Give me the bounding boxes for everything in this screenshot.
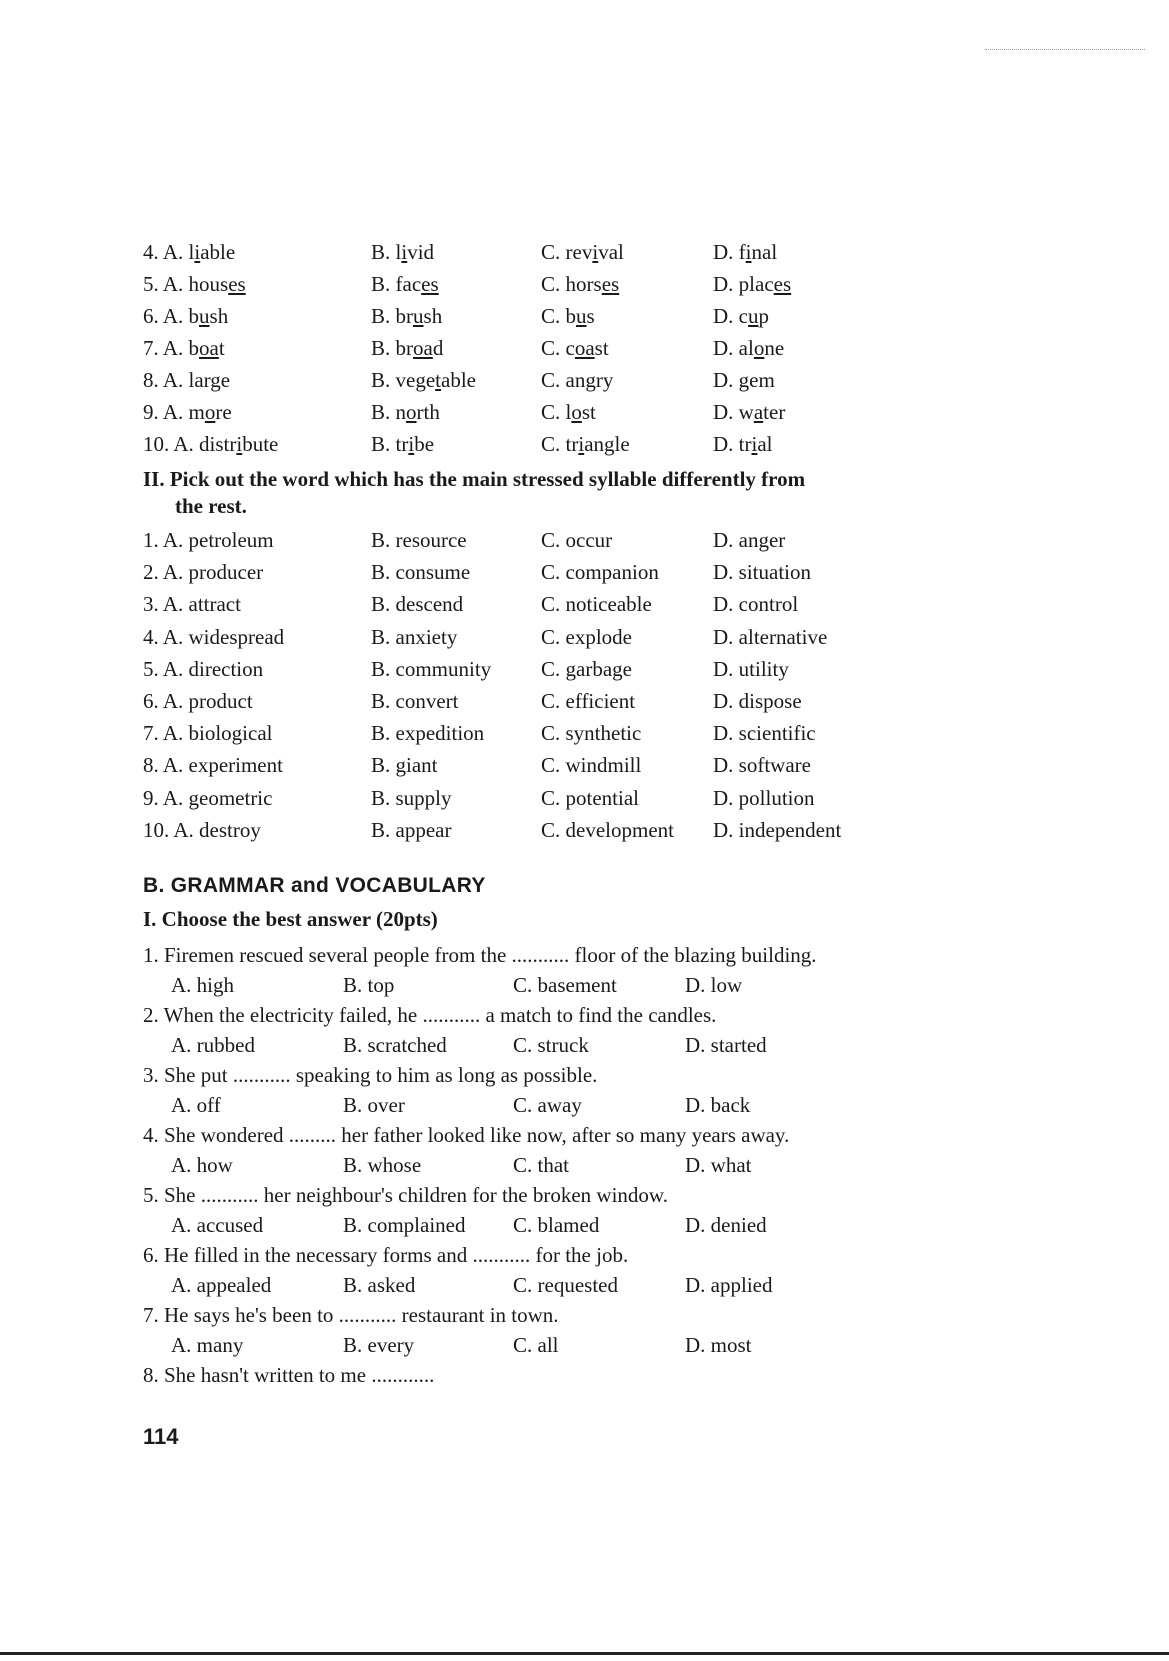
option-prefix: D. — [713, 368, 739, 392]
stress-option-b: B. resource — [371, 528, 467, 552]
underlined-letters: es — [421, 272, 439, 296]
page-number: 114 — [143, 1424, 179, 1449]
option-prefix: A. — [162, 304, 189, 328]
stress-row — [143, 717, 1143, 749]
stress-option-b: B. descend — [371, 592, 464, 617]
option-word-start: tr — [565, 432, 579, 456]
option-d — [713, 428, 773, 460]
stress-row — [143, 685, 1143, 717]
grammar-subtitle: I. Choose the best answer (20pts) — [143, 907, 438, 931]
stress-option-d: D. software — [713, 753, 811, 778]
option-a — [143, 332, 225, 364]
option-word-start: hous — [188, 272, 229, 296]
stress-option-c: C. noticeable — [541, 592, 652, 617]
option-prefix: C. — [541, 432, 566, 456]
option-prefix: D. — [713, 272, 739, 296]
option-d — [713, 300, 769, 332]
option-a — [143, 236, 235, 268]
answer-option: D. denied — [685, 1213, 767, 1237]
option-a — [143, 268, 246, 300]
stress-option-a: 1. A. petroleum — [143, 528, 274, 552]
option-word-start: l — [188, 240, 195, 264]
option-a — [143, 396, 232, 428]
option-c — [541, 364, 613, 396]
option-prefix: C. — [541, 272, 566, 296]
option-row — [143, 428, 1143, 460]
underlined-letters: t — [435, 368, 442, 392]
option-word-end: be — [414, 432, 435, 456]
answer-row — [143, 1150, 1143, 1180]
option-prefix: A. — [162, 400, 189, 424]
option-prefix: C. — [541, 304, 566, 328]
stress-option-d: D. anger — [713, 528, 786, 552]
stress-option-c: C. efficient — [541, 688, 636, 713]
option-row — [143, 396, 1143, 428]
underlined-letters: g — [738, 368, 750, 392]
stress-heading-line2: the rest. — [175, 494, 247, 518]
answer-option: B. top — [343, 973, 395, 997]
stress-row — [143, 814, 1143, 846]
option-word-end: val — [598, 240, 624, 264]
question-number: 4. — [143, 240, 159, 264]
option-a — [143, 300, 228, 332]
underlined-letters: o — [204, 400, 216, 424]
option-word-end: sh — [209, 304, 229, 328]
underlined-letters: i — [401, 240, 408, 264]
underlined-letters: i — [745, 240, 752, 264]
stress-option-b: B. giant — [371, 753, 438, 778]
option-word-end: st — [581, 400, 596, 424]
option-word-end: d — [432, 336, 444, 360]
option-c — [541, 396, 596, 428]
option-b — [371, 396, 440, 428]
option-word-start: rev — [565, 240, 593, 264]
answer-option: B. whose — [343, 1153, 422, 1177]
question-number: 5. — [143, 272, 159, 296]
option-prefix: C. — [541, 368, 566, 392]
option-word-end: able — [441, 368, 476, 392]
option-word-start: distr — [199, 432, 237, 456]
stress-row — [143, 749, 1143, 781]
option-c — [541, 428, 630, 460]
answer-option: A. rubbed — [171, 1033, 255, 1057]
option-prefix: A. — [173, 432, 200, 456]
answer-option: D. what — [685, 1153, 752, 1177]
answer-option: A. appealed — [171, 1273, 272, 1297]
underlined-letters: i — [578, 432, 585, 456]
answer-option: C. that — [513, 1153, 569, 1177]
stress-option-c: C. garbage — [541, 656, 632, 681]
underlined-letters: oa — [574, 336, 595, 360]
answer-option: C. struck — [513, 1033, 589, 1057]
option-word-end: em — [749, 368, 775, 392]
option-word-start: tr — [395, 432, 409, 456]
option-word-start: n — [395, 400, 407, 424]
option-b — [371, 428, 434, 460]
option-word-end: al — [757, 432, 773, 456]
answer-row — [143, 1270, 1143, 1300]
stress-option-a: 5. A. direction — [143, 656, 264, 681]
question-stem: 2. When the electricity failed, he ........... a match to find the candles. — [143, 1003, 717, 1027]
option-word-start: al — [738, 336, 754, 360]
answer-option: A. how — [171, 1153, 233, 1177]
option-word-end: sh — [423, 304, 443, 328]
answer-option: C. all — [513, 1333, 559, 1357]
underlined-letters: u — [576, 304, 587, 328]
stress-option-c: C. windmill — [541, 753, 642, 778]
option-prefix: B. — [371, 304, 396, 328]
underlined-letters: i — [751, 432, 758, 456]
answer-option: C. blamed — [513, 1213, 600, 1237]
stress-option-a: 3. A. attract — [143, 592, 241, 617]
stress-option-d: D. control — [713, 592, 799, 617]
option-word-end: vid — [407, 240, 435, 264]
underlined-letters: i — [408, 432, 415, 456]
option-b — [371, 300, 442, 332]
option-word-end: p — [758, 304, 769, 328]
question-stem: 7. He says he's been to ........... restaurant in town. — [143, 1303, 559, 1327]
underlined-letters: u — [199, 304, 210, 328]
underlined-letters: es — [228, 272, 246, 296]
option-prefix: C. — [541, 240, 566, 264]
pronunciation-options — [143, 236, 1143, 460]
option-word-start: fac — [395, 272, 422, 296]
stress-option-b: B. supply — [371, 785, 452, 810]
stress-options — [143, 524, 1143, 846]
option-word-start: br — [395, 336, 414, 360]
option-d — [713, 364, 775, 396]
option-prefix: A. — [162, 240, 189, 264]
option-prefix: B. — [371, 336, 396, 360]
option-prefix: B. — [371, 432, 396, 456]
underlined-letters: i — [592, 240, 599, 264]
stress-option-d: D. utility — [713, 656, 789, 681]
option-prefix: B. — [371, 368, 396, 392]
option-word-end: rth — [416, 400, 440, 424]
question-stem: 4. She wondered ......... her father looked like now, after so many years away. — [143, 1123, 790, 1147]
question-number: 9. — [143, 400, 159, 424]
answer-option: A. off — [171, 1093, 221, 1117]
stress-option-d: D. scientific — [713, 721, 816, 746]
stress-row — [143, 556, 1143, 588]
option-word-start: w — [738, 400, 754, 424]
stress-option-a: 8. A. experiment — [143, 753, 283, 778]
stress-option-c: C. explode — [541, 624, 632, 649]
answer-option: D. back — [685, 1093, 751, 1117]
answer-option: B. complained — [343, 1213, 466, 1237]
question-number: 10. — [143, 432, 170, 456]
stress-section-heading — [143, 466, 805, 520]
underlined-letters: i — [236, 432, 243, 456]
option-d — [713, 332, 784, 364]
answer-option: B. asked — [343, 1273, 416, 1297]
answer-option: C. requested — [513, 1273, 618, 1297]
option-prefix: B. — [371, 240, 396, 264]
stress-option-d: D. pollution — [713, 785, 815, 810]
underlined-letters: es — [601, 272, 620, 296]
stress-option-b: B. convert — [371, 688, 459, 713]
stress-option-d: D. dispose — [713, 688, 802, 713]
underlined-letters: g — [210, 368, 221, 392]
answer-row — [143, 970, 1143, 1000]
stress-option-c: C. occur — [541, 528, 613, 552]
option-word-start: b — [565, 304, 577, 328]
option-c — [541, 268, 619, 300]
option-word-start: br — [395, 304, 414, 328]
question-number: 6. — [143, 304, 159, 328]
option-row — [143, 332, 1143, 364]
option-word-start: plac — [738, 272, 774, 296]
option-word-start: c — [565, 336, 575, 360]
answer-option: B. over — [343, 1093, 405, 1117]
underlined-letters: o — [753, 336, 765, 360]
option-c — [541, 236, 624, 268]
question-number: 8. — [143, 368, 159, 392]
option-word-start: hors — [565, 272, 602, 296]
option-word-end: angle — [584, 432, 630, 456]
stress-option-c: C. synthetic — [541, 721, 642, 746]
option-word-start: l — [395, 240, 402, 264]
option-word-start: an — [565, 368, 586, 392]
option-prefix: D. — [713, 336, 739, 360]
option-word-start: lar — [188, 368, 211, 392]
stress-option-a: 4. A. widespread — [143, 624, 285, 649]
stress-row — [143, 782, 1143, 814]
option-row — [143, 268, 1143, 300]
stress-option-c: C. companion — [541, 560, 659, 585]
question-stem: 5. She ........... her neighbour's children for the broken window. — [143, 1183, 668, 1207]
underlined-letters: u — [413, 304, 424, 328]
stress-option-b: B. consume — [371, 560, 471, 585]
stress-row — [143, 653, 1143, 685]
underlined-letters: oa — [199, 336, 219, 360]
option-prefix: A. — [162, 272, 189, 296]
option-b — [371, 332, 443, 364]
option-word-start: b — [188, 336, 200, 360]
option-b — [371, 364, 476, 396]
answer-row — [143, 1090, 1143, 1120]
stress-option-d: D. situation — [713, 560, 811, 585]
stress-option-b: B. appear — [371, 817, 452, 842]
question-number: 7. — [143, 336, 159, 360]
option-row — [143, 300, 1143, 332]
answer-option: B. scratched — [343, 1033, 447, 1057]
option-prefix: A. — [162, 336, 189, 360]
grammar-section-title: B. GRAMMAR and VOCABULARY — [143, 874, 486, 897]
option-prefix: D. — [713, 432, 739, 456]
stress-option-b: B. community — [371, 656, 492, 681]
option-prefix: B. — [371, 272, 396, 296]
answer-option: D. started — [685, 1033, 767, 1057]
question-stem: 6. He filled in the necessary forms and ........... for the job. — [143, 1243, 629, 1267]
option-prefix: D. — [713, 240, 739, 264]
stress-row — [143, 588, 1143, 620]
answer-row — [143, 1030, 1143, 1060]
stress-option-c: C. development — [541, 817, 674, 842]
answer-option: C. basement — [513, 973, 617, 997]
option-word-end: able — [200, 240, 236, 264]
option-c — [541, 332, 609, 364]
option-word-end: st — [594, 336, 609, 360]
option-prefix: C. — [541, 336, 566, 360]
stress-option-a: 7. A. biological — [143, 721, 273, 746]
option-b — [371, 236, 434, 268]
answer-option: D. low — [685, 973, 743, 997]
stress-row — [143, 621, 1143, 653]
option-row — [143, 364, 1143, 396]
option-word-start: m — [188, 400, 205, 424]
stress-option-a: 6. A. product — [143, 688, 253, 713]
grammar-questions — [143, 940, 1143, 1390]
stress-option-a: 2. A. producer — [143, 560, 264, 585]
underlined-letters: es — [773, 272, 792, 296]
option-word-end: re — [215, 400, 232, 424]
option-prefix: C. — [541, 400, 566, 424]
option-word-start: vege — [395, 368, 436, 392]
option-b — [371, 268, 439, 300]
option-word-end: e — [220, 368, 231, 392]
underlined-letters: i — [194, 240, 201, 264]
option-word-start: l — [565, 400, 572, 424]
option-word-start: c — [738, 304, 748, 328]
stress-row — [143, 524, 1143, 556]
option-prefix: D. — [713, 400, 739, 424]
stress-option-b: B. expedition — [371, 721, 485, 746]
option-word-end: t — [218, 336, 225, 360]
option-d — [713, 236, 777, 268]
option-d — [713, 268, 791, 300]
option-a — [143, 428, 278, 460]
underlined-letters: a — [753, 400, 764, 424]
answer-option: D. applied — [685, 1273, 773, 1297]
underlined-letters: oa — [413, 336, 433, 360]
option-word-end: ter — [763, 400, 786, 424]
stress-option-d: D. alternative — [713, 624, 828, 649]
underlined-letters: g — [585, 368, 596, 392]
option-word-end: s — [586, 304, 595, 328]
option-d — [713, 396, 785, 428]
option-word-end: ne — [764, 336, 785, 360]
stress-option-a: 10. A. destroy — [143, 817, 261, 842]
answer-option: A. high — [171, 973, 234, 997]
option-prefix: A. — [162, 368, 189, 392]
stress-option-c: C. potential — [541, 785, 639, 810]
option-c — [541, 300, 595, 332]
stress-heading-line1: II. Pick out the word which has the main stressed syllable differently from — [143, 467, 806, 491]
underlined-letters: o — [571, 400, 582, 424]
option-word-end: ry — [595, 368, 614, 392]
option-word-start: tr — [738, 432, 752, 456]
bottom-rule — [0, 1652, 1169, 1655]
answer-option: D. most — [685, 1333, 752, 1357]
stress-option-d: D. independent — [713, 817, 842, 842]
stress-option-b: B. anxiety — [371, 624, 458, 649]
answer-option: A. many — [171, 1333, 244, 1357]
option-a — [143, 364, 230, 396]
answer-option: A. accused — [171, 1213, 264, 1237]
answer-option: B. every — [343, 1333, 415, 1357]
underlined-letters: o — [406, 400, 417, 424]
option-prefix: D. — [713, 304, 739, 328]
option-word-start: f — [738, 240, 746, 264]
option-word-end: bute — [242, 432, 279, 456]
question-stem: 8. She hasn't written to me ............ — [143, 1363, 435, 1387]
question-stem: 3. She put ........... speaking to him as long as possible. — [143, 1063, 598, 1087]
underlined-letters: u — [748, 304, 759, 328]
answer-option: C. away — [513, 1093, 582, 1117]
answer-row — [143, 1210, 1143, 1240]
answer-row — [143, 1330, 1143, 1360]
top-edge-mark — [985, 49, 1145, 50]
option-row — [143, 236, 1143, 268]
stress-option-a: 9. A. geometric — [143, 785, 273, 810]
option-word-start: b — [188, 304, 200, 328]
option-prefix: B. — [371, 400, 396, 424]
question-stem: 1. Firemen rescued several people from the ........... floor of the blazing building. — [143, 943, 817, 967]
option-word-end: nal — [751, 240, 778, 264]
